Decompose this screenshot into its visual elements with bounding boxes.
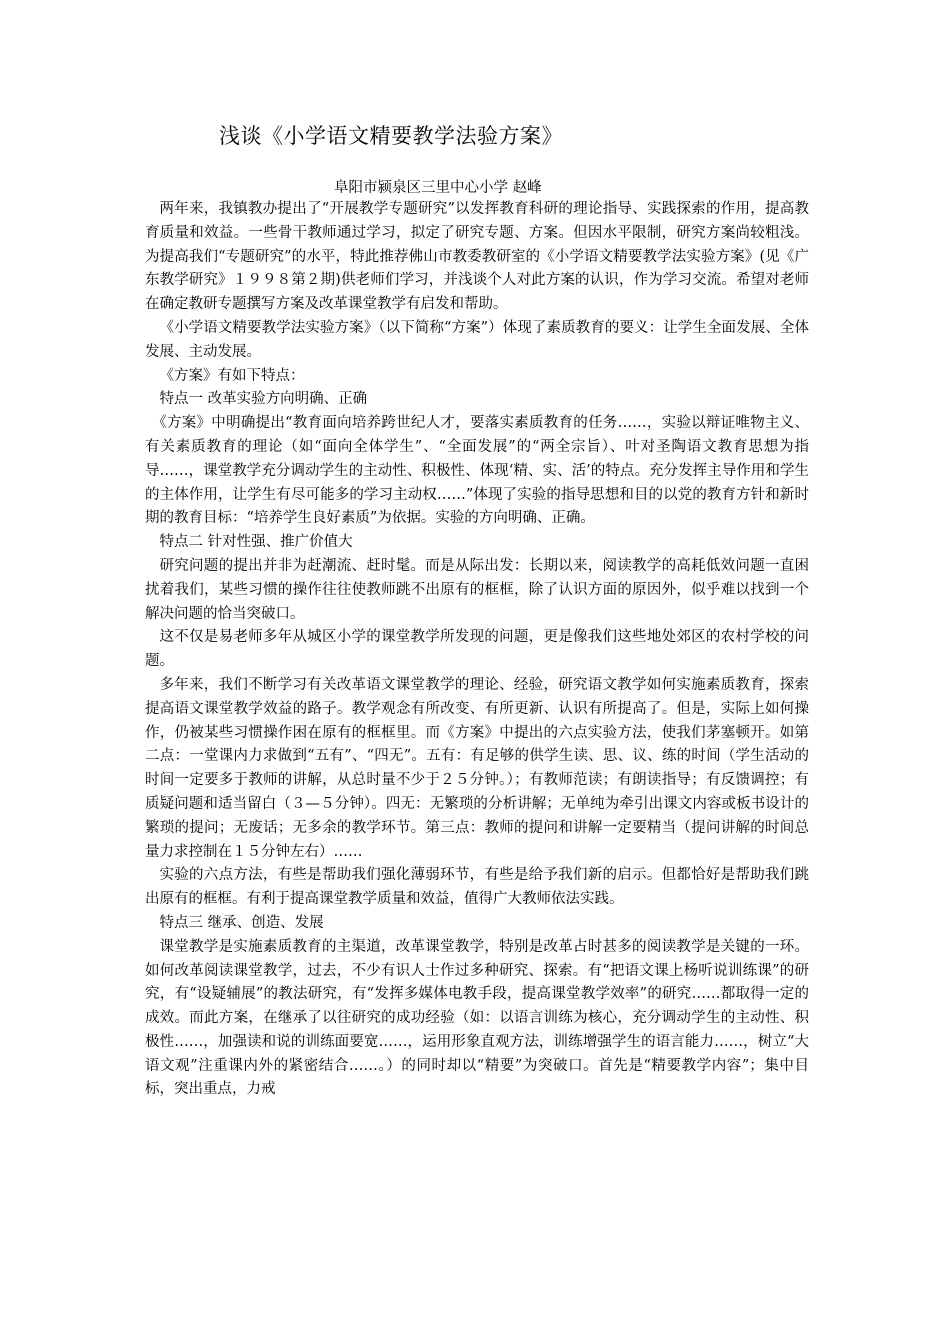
paragraph-intro: 两年来，我镇教办提出了“开展教学专题研究”以发挥教育科研的理论指导、实践探索的作用，提高教育质量和效益。一些骨干教师通过学习，拟定了研究专题、方案。但因水平限制，研究方案尚较粗浅。为提高我们“专题研究”的水平，特此推荐佛山市教委教研室的《小学语文精要教学法实验方案》(见《广东教学研究》１９９８第２期)供老师们学习，并浅谈个人对此方案的认识，作为学习交流。希望对老师在确定教研专题撰写方案及改革课堂教学有启发和帮助。 <box>145 201 809 313</box>
paragraph-feature-3: 课堂教学是实施素质教育的主渠道，改革课堂教学，特别是改革占时甚多的阅读教学是关键的一环。如何改革阅读课堂教学，过去，不少有识人士作过多种研究、探索。有“把语文课上杨听说训练课”的研究，有“设疑辅展”的教法研究，有“发挥多媒体电教手段，提高课堂教学效率”的研究……都取得一定的成效。而此方案，在继承了以往研究的成功经验（如：以语言训练为核心，充分调动学生的主动性、积极性……，加强读和说的训练面要宽……，运用形象直观方法，训练增强学生的语言能力……，树立“大语文观”注重课内外的紧密结合……。）的同时却以“精要”为突破口。首先是“精要教学内容”；集中目标，突出重点，力戒 <box>145 938 809 1098</box>
feature-heading-2: 特点二 针对性强、推广价值大 <box>159 534 353 551</box>
document-title: 浅谈《小学语文精要教学法验方案》 <box>219 124 563 148</box>
paragraph-feature-1: 《方案》中明确提出“教育面向培养跨世纪人才，要落实素质教育的任务……，实验以辩证唯物主义、有关素质教育的理论（如“面向全体学生”、“全面发展”的“两全宗旨）、叶对圣陶语文教育思想为指导……，课堂教学充分调动学生的主动性、积极性、体现‘精、实、活’的特点。充分发挥主导作用和学生的主体作用，让学生有尽可能多的学习主动权……”体现了实验的指导思想和目的以党的教育方针和新时期的教育目标：“培养学生良好素质”为依据。实验的方向明确、正确。 <box>145 415 809 527</box>
paragraph-feature-2c: 多年来，我们不断学习有关改革语文课堂教学的理论、经验，研究语文教学如何实施素质教育，探索提高语文课堂教学效益的路子。教学观念有所改变、有所更新、认识有所提高了。但是，实际上如何操作，仍被某些习惯操作困在原有的框框里。而《方案》中提出的六点实验方法，使我们茅塞顿开。如第二点：一堂课内力求做到“五有”、“四无”。五有：有足够的供学生读、思、议、练的时间（学生活动的时间一定要多于教师的讲解，从总时量不少于２５分钟。）；有教师范读；有朗读指导；有反馈调控；有质疑问题和适当留白（３—５分钟）。四无：无繁琐的分析讲解；无单纯为牵引出课文内容或板书设计的繁琐的提问；无废话；无多余的教学环节。第三点：教师的提问和讲解一定要精当（提问讲解的时间总量力求控制在１５分钟左右）…… <box>145 676 809 860</box>
author-byline: 阜阳市颍泉区三里中心小学 赵峰 <box>334 180 542 196</box>
feature-heading-1: 特点一 改革实验方向明确、正确 <box>159 391 368 408</box>
paragraph-summary: 《小学语文精要教学法实验方案》（以下简称“方案”）体现了素质教育的要义：让学生全面发展、全体发展、主动发展。 <box>145 319 809 360</box>
paragraph-feature-2d: 实验的六点方法，有些是帮助我们强化薄弱环节，有些是给予我们新的启示。但都恰好是帮助我们跳出原有的框框。有利于提高课堂教学质量和效益，值得广大教师依法实践。 <box>145 867 809 908</box>
paragraph-feature-2b: 这不仅是易老师多年从城区小学的课堂教学所发现的问题，更是像我们这些地处郊区的农村学校的问题。 <box>145 629 809 670</box>
feature-heading-3: 特点三 继承、创造、发展 <box>159 914 324 931</box>
paragraph-features-lead: 《方案》有如下特点： <box>159 367 305 384</box>
document-body <box>145 198 809 1102</box>
paragraph-feature-2a: 研究问题的提出并非为赶潮流、赶时髦。而是从际出发：长期以来，阅读教学的高耗低效问题一直困扰着我们，某些习惯的操作往往使教师跳不出原有的框框，除了认识方面的原因外，似乎难以找到一个解决问题的恰当突破口。 <box>145 557 809 622</box>
